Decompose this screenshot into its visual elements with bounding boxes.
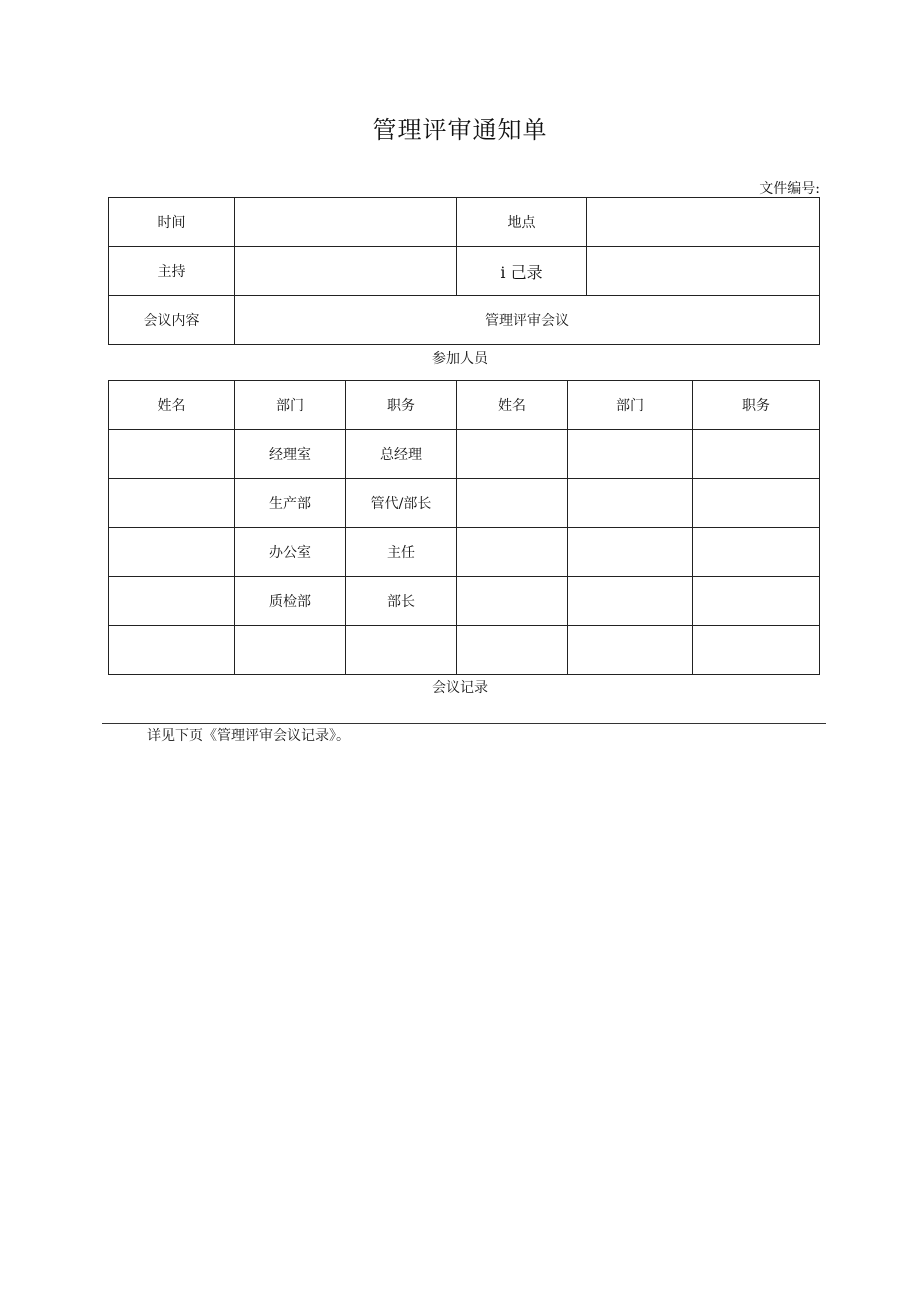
host-value (235, 247, 457, 296)
table-cell (109, 626, 235, 675)
column-header: 姓名 (109, 381, 235, 430)
table-cell (568, 479, 693, 528)
table-cell (109, 430, 235, 479)
table-cell (568, 577, 693, 626)
table-row (109, 198, 820, 247)
table-cell (457, 479, 568, 528)
table-cell: 管代/部长 (346, 479, 457, 528)
table-cell (693, 577, 820, 626)
table-cell (109, 479, 235, 528)
page-title: 管理评审通知单 (372, 116, 548, 144)
table-cell: 质检部 (235, 577, 346, 626)
document-number-label: 文件编号: (759, 181, 820, 197)
table-cell: 办公室 (235, 528, 346, 577)
table-cell (457, 626, 568, 675)
time-value (235, 198, 457, 247)
table-cell (346, 626, 457, 675)
meeting-info-table (108, 197, 820, 345)
table-cell (109, 577, 235, 626)
table-cell: 总经理 (346, 430, 457, 479)
record-note: 详见下页《管理评审会议记录》。 (147, 728, 350, 744)
recorder-value (587, 247, 820, 296)
table-cell (568, 430, 693, 479)
table-cell: 部长 (346, 577, 457, 626)
attendees-table (108, 380, 820, 675)
table-cell (693, 479, 820, 528)
place-value (587, 198, 820, 247)
table-row (109, 626, 820, 675)
table-row (109, 528, 820, 577)
column-header: 部门 (568, 381, 693, 430)
table-cell (693, 626, 820, 675)
recorder-label: i 己录 (457, 247, 587, 296)
table-cell (693, 528, 820, 577)
table-cell: 主任 (346, 528, 457, 577)
table-cell (568, 528, 693, 577)
table-cell (457, 577, 568, 626)
table-cell: 经理室 (235, 430, 346, 479)
table-cell (568, 626, 693, 675)
table-row (109, 296, 820, 345)
table-header-row (109, 381, 820, 430)
table-cell (693, 430, 820, 479)
time-label: 时间 (109, 198, 235, 247)
table-cell: 生产部 (235, 479, 346, 528)
table-cell (109, 528, 235, 577)
content-label: 会议内容 (109, 296, 235, 345)
divider (102, 723, 826, 724)
table-row (109, 430, 820, 479)
attendees-caption: 参加人员 (432, 351, 488, 367)
table-cell (457, 430, 568, 479)
place-label: 地点 (457, 198, 587, 247)
content-value: 管理评审会议 (235, 296, 820, 345)
record-caption: 会议记录 (432, 680, 488, 696)
table-row (109, 247, 820, 296)
table-row (109, 577, 820, 626)
table-cell (235, 626, 346, 675)
column-header: 部门 (235, 381, 346, 430)
table-cell (457, 528, 568, 577)
host-label: 主持 (109, 247, 235, 296)
column-header: 职务 (346, 381, 457, 430)
table-row (109, 479, 820, 528)
column-header: 职务 (693, 381, 820, 430)
column-header: 姓名 (457, 381, 568, 430)
